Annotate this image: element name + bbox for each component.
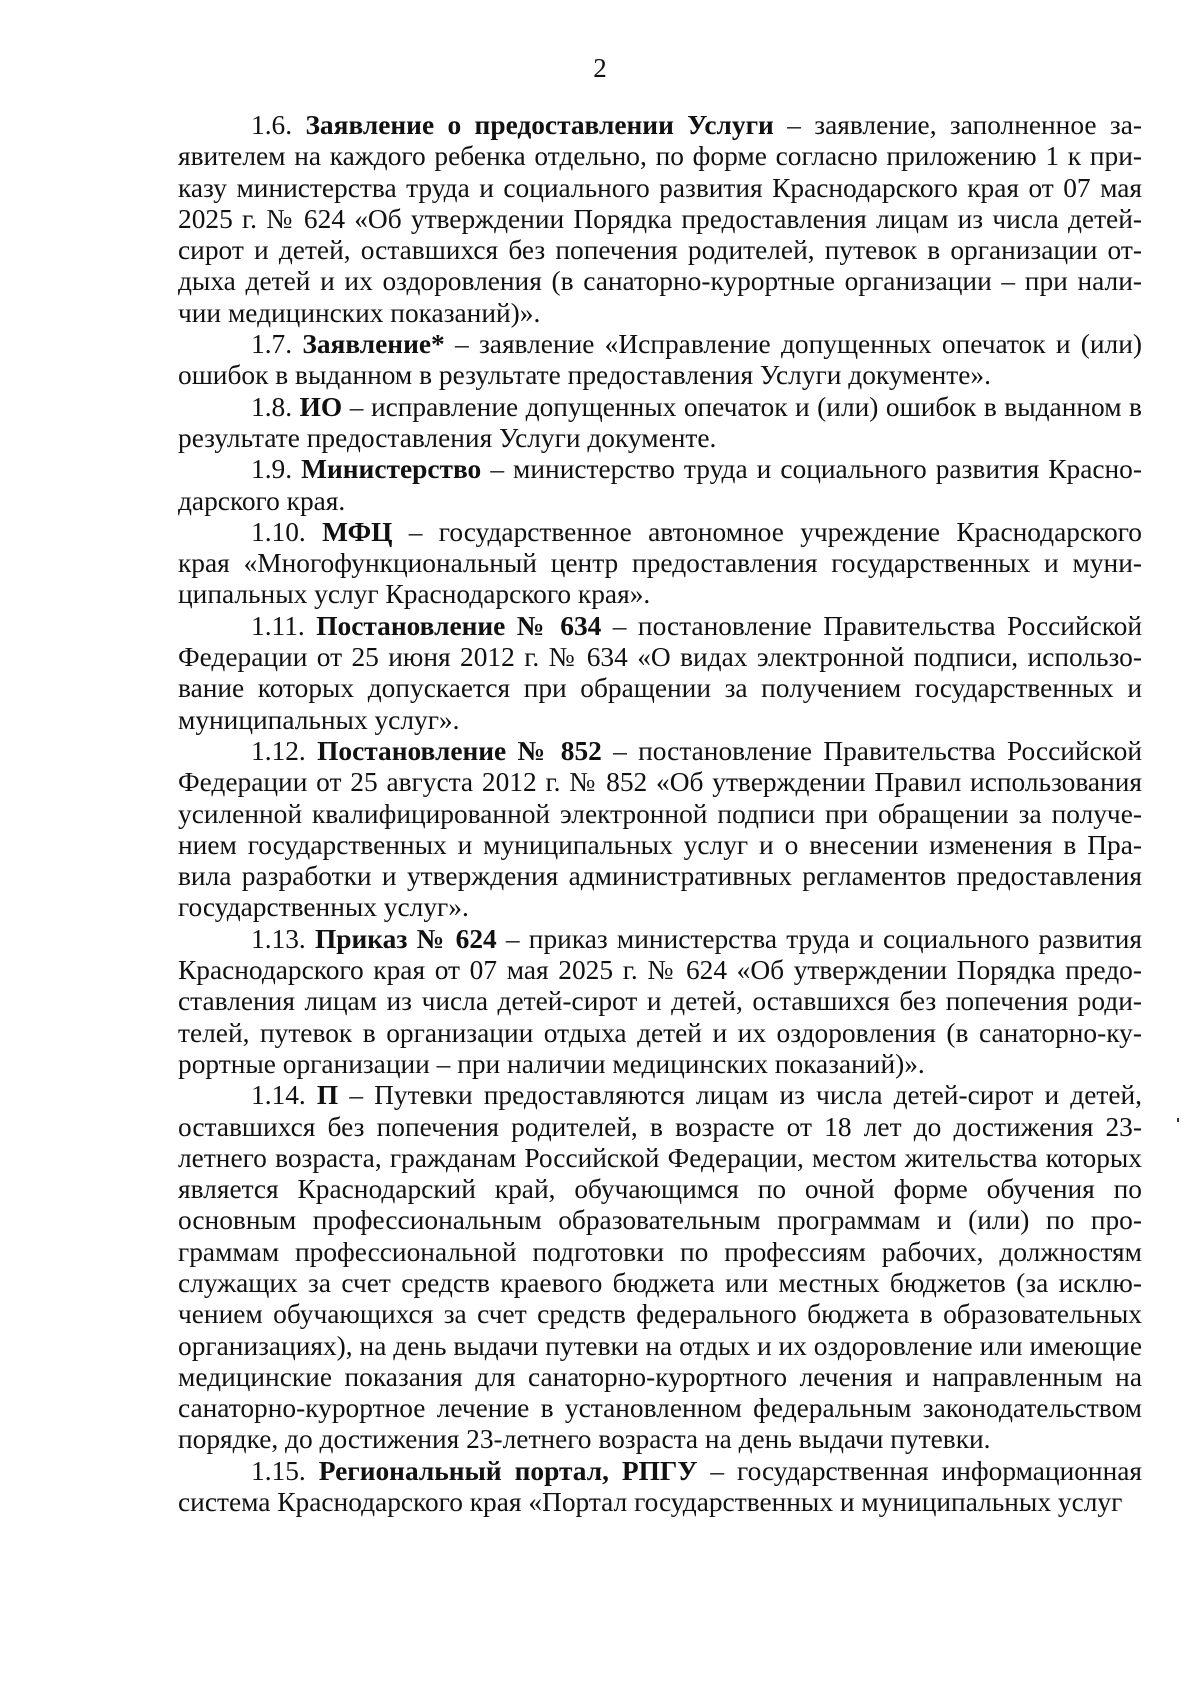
definition-text: – постановление Правительства Российской Федерации от 25 июня 2012 г. № 634 «О видах электронной подписи, использование которых допускается при обращении за получением государственных и муниципальных услуг».: [178, 610, 1142, 735]
definition-paragraph: [178, 454, 1142, 517]
defined-term: П: [316, 1080, 339, 1111]
paragraph-number: 1.11.: [251, 610, 305, 641]
paragraph-number: 1.13.: [251, 923, 306, 954]
defined-term: Постановление № 634: [316, 610, 602, 641]
defined-term: Приказ № 624: [314, 923, 497, 954]
definition-paragraph: [178, 110, 1142, 329]
definition-text: – государственное автономное учреждение Краснодарского края «Многофункциональный центр предоставления государственных и муниципальных услуг Краснодарского края».: [178, 516, 1142, 610]
definition-text: – министерство труда и социального развития Краснодарского края.: [178, 454, 1142, 516]
definition-paragraph: [178, 924, 1142, 1080]
defined-term: Министерство: [301, 454, 482, 485]
definition-paragraph: [178, 1080, 1142, 1456]
document-body: [178, 110, 1142, 1518]
definition-text: – исправление допущенных опечаток и (или) ошибок в выданном в результате предоставления Услуги документе.: [178, 391, 1142, 453]
paragraph-number: 1.9.: [251, 454, 293, 485]
definition-text: – постановление Правительства Российской Федерации от 25 августа 2012 г. № 852 «Об утверждении Правил использования усиленной квалифицированной электронной подписи при обращении за получением государственных и муниципальных услуг и о внесении изменения в Правила разработки и утверждения административных регламентов предоставления государственных услуг».: [178, 735, 1142, 923]
definition-paragraph: [178, 517, 1142, 611]
defined-term: Заявление о предоставлении Услуги: [305, 110, 774, 140]
paragraph-number: 1.8.: [251, 391, 293, 422]
paragraph-number: 1.14.: [251, 1080, 306, 1111]
definition-paragraph: [178, 611, 1142, 736]
defined-term: Региональный портал, РПГУ: [318, 1455, 698, 1486]
paragraph-number: 1.10.: [251, 516, 306, 547]
paragraph-number: 1.7.: [251, 329, 293, 360]
definition-paragraph: [178, 392, 1142, 455]
paragraph-number: 1.15.: [251, 1455, 306, 1486]
paragraph-number: 1.12.: [251, 735, 306, 766]
definition-paragraph: [178, 329, 1142, 392]
defined-term: МФЦ: [322, 516, 393, 547]
paragraph-number: 1.6.: [251, 110, 293, 140]
defined-term: Постановление № 852: [317, 735, 602, 766]
page-number: 2: [593, 53, 607, 83]
definition-paragraph: [178, 736, 1142, 924]
defined-term: ИО: [299, 391, 343, 422]
definition-text: – приказ министерства труда и социального развития Краснодарского края от 07 мая 2025 г. № 624 «Об утверждении Порядка предоставления лицам из числа детей-сирот и детей, оставшихся без попечения родителей, путевок в организации отдыха детей и их оздоровления (в санаторно-курортные организации – при наличии медицинских показаний)».: [178, 923, 1142, 1079]
definition-text: – государственная информационная система Краснодарского края «Портал государственных и муниципальных услуг: [178, 1455, 1143, 1518]
scan-speck: [1177, 1118, 1179, 1122]
defined-term: Заявление*: [302, 329, 445, 360]
definition-text: – Путевки предоставляются лицам из числа детей-сирот и детей, оставшихся без попечения родителей, в возрасте от 18 лет до достижения 23-летнего возраста, гражданам Российской Федерации, местом жительства которых является Краснодарский край, обучающимся по очной форме обучения по основным профессиональным образовательным программам и (или) по программам профессиональной подготовки по профессиям рабочих, должностям служащих за счет средств краевого бюджета или местных бюджетов (за исключением обучающихся за счет средств федерального бюджета в образовательных организациях), на день выдачи путевки на отдых и их оздоровление или имеющие медицинские показания для санаторно-курортного лечения и направленным на санаторно-курортное лечение в установленном федеральным законодательством порядке, до достижения 23-летнего возраста на день выдачи путевки.: [178, 1080, 1142, 1455]
definition-paragraph: [178, 1456, 1142, 1519]
definition-text: – заявление, заполненное заявителем на каждого ребенка отдельно, по форме согласно приложению 1 к приказу министерства труда и социального развития Краснодарского края от 07 мая 2025 г. № 624 «Об утверждении Порядка предоставления лицам из числа детей-сирот и детей, оставшихся без попечения родителей, путевок в организации отдыха детей и их оздоровления (в санаторно-курортные организации – при наличии медицинских показаний)».: [178, 110, 1142, 328]
definition-text: – заявление «Исправление допущенных опечаток и (или) ошибок в выданном в результате предоставления Услуги документе».: [178, 329, 1142, 391]
